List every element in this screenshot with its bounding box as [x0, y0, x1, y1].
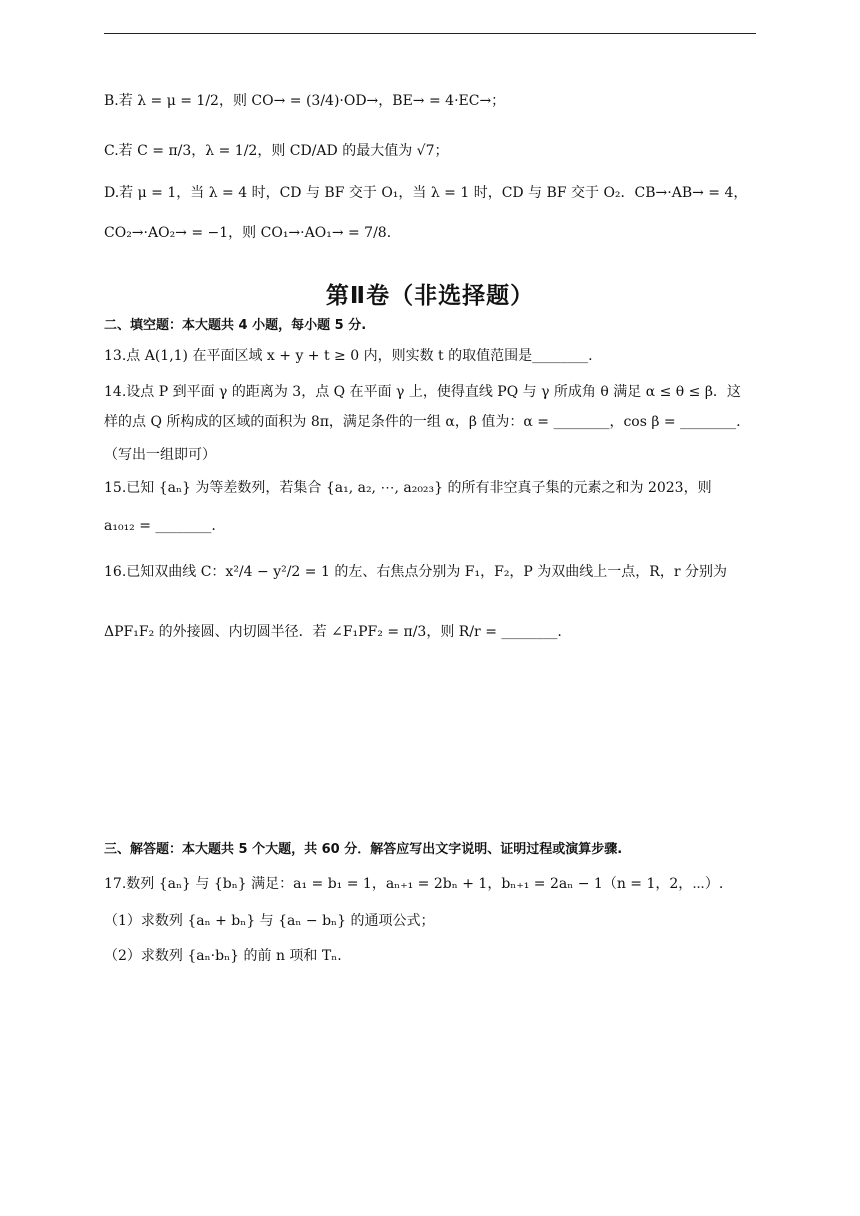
- option-b: B.若 λ = μ = 1/2，则 CO→ = (3/4)·OD→，BE→ = 4·EC→；: [104, 93, 506, 109]
- question-16-line1: 16.已知双曲线 C：x²/4 − y²/2 = 1 的左、右焦点分别为 F₁，F₂，P 为双曲线上一点，R，r 分别为: [104, 564, 727, 580]
- section-title: 第Ⅱ卷（非选择题）: [325, 283, 535, 309]
- question-14-line3: （写出一组即可）: [104, 447, 216, 463]
- question-14-line1: 14.设点 P 到平面 γ 的距离为 3，点 Q 在平面 γ 上，使得直线 PQ 与 γ 所成角 θ 满足 α ≤ θ ≤ β．这: [104, 384, 741, 400]
- solve-heading: 三、解答题：本大题共 5 个大题，共 60 分．解答应写出文字说明、证明过程或演算步骤.: [104, 842, 623, 857]
- question-17-line1: 17.数列 {aₙ} 与 {bₙ} 满足：a₁ = b₁ = 1，aₙ₊₁ = 2bₙ + 1，bₙ₊₁ = 2aₙ − 1（n = 1，2，⋯）.: [104, 876, 724, 892]
- header-rule: [104, 33, 756, 34]
- option-d-line2: CO₂→·AO₂→ = −1，则 CO₁→·AO₁→ = 7/8．: [104, 225, 401, 241]
- question-17-part2: （2）求数列 {aₙ·bₙ} 的前 n 项和 Tₙ.: [104, 948, 342, 964]
- option-c: C.若 C = π/3，λ = 1/2，则 CD/AD 的最大值为 √7；: [104, 143, 449, 159]
- question-16-line2: ΔPF₁F₂ 的外接圆、内切圆半径．若 ∠F₁PF₂ = π/3，则 R/r = ________.: [104, 624, 562, 640]
- question-14-line2: 样的点 Q 所构成的区域的面积为 8π，满足条件的一组 α，β 值为：α = ________，cos β = ________.: [104, 414, 741, 430]
- question-15-line2: a₁₀₁₂ = ________.: [104, 518, 216, 534]
- question-17-part1: （1）求数列 {aₙ + bₙ} 与 {aₙ − bₙ} 的通项公式；: [104, 913, 435, 929]
- fill-in-heading: 二、填空题：本大题共 4 小题，每小题 5 分.: [104, 318, 367, 333]
- question-15-line1: 15.已知 {aₙ} 为等差数列，若集合 {a₁, a₂, ⋯, a₂₀₂₃} 的所有非空真子集的元素之和为 2023，则: [104, 480, 712, 496]
- question-13: 13.点 A(1,1) 在平面区域 x + y + t ≥ 0 内，则实数 t 的取值范围是________.: [104, 348, 593, 364]
- option-d-line1: D.若 μ = 1，当 λ = 4 时，CD 与 BF 交于 O₁，当 λ = 1 时，CD 与 BF 交于 O₂．CB→·AB→ = 4，: [104, 185, 748, 201]
